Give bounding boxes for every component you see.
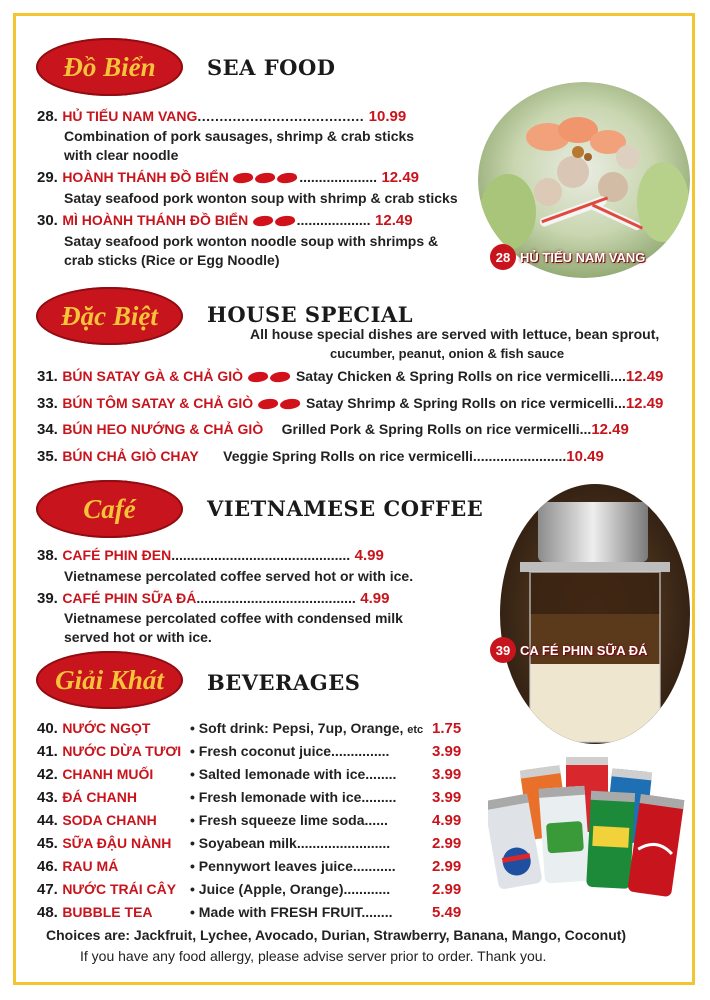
house-special-note: All house special dishes are served with lettuce, bean sprout, bbox=[250, 326, 660, 342]
item-number: 29. bbox=[37, 169, 58, 186]
menu-item-29 bbox=[37, 169, 419, 187]
house-special-badge bbox=[36, 287, 183, 345]
item-number: 46. bbox=[37, 858, 58, 875]
item-description: Combination of pork sausages, shrimp & crab sticks bbox=[64, 128, 415, 144]
leader-dots: ... bbox=[614, 395, 626, 411]
item-price: 1.75 bbox=[432, 720, 462, 737]
item-number: 41. bbox=[37, 743, 58, 760]
item-price: 12.49 bbox=[381, 169, 420, 186]
menu-item-41 bbox=[37, 743, 181, 761]
item-number: 42. bbox=[37, 766, 58, 783]
item-name: RAU MÁ bbox=[62, 858, 119, 874]
leader-dots: ........... bbox=[352, 858, 396, 874]
item-price: 12.49 bbox=[625, 368, 664, 385]
item-price: 2.99 bbox=[432, 881, 462, 898]
item-description-text: • Salted lemonade with ice bbox=[190, 766, 366, 782]
leader-dots: ................... bbox=[296, 212, 371, 228]
item-description-text: • Pennywort leaves juice bbox=[190, 858, 353, 874]
item-description-text: • Soft drink: Pepsi, 7up, Orange, bbox=[190, 720, 404, 736]
leader-dots: ........ bbox=[361, 904, 393, 920]
item-number: 28. bbox=[37, 108, 58, 125]
item-price: 2.99 bbox=[432, 835, 462, 852]
item-description: Satay Shrimp & Spring Rolls on rice vermicelli bbox=[306, 395, 615, 411]
item-description: Satay seafood pork wonton noodle soup with shrimps & bbox=[64, 233, 439, 249]
item-description: crab sticks (Rice or Egg Noodle) bbox=[64, 252, 280, 268]
item-number: 43. bbox=[37, 789, 58, 806]
item-price: 12.49 bbox=[591, 421, 629, 438]
fruit-choices-note: Choices are: Jackfruit, Lychee, Avocado, Durian, Strawberry, Banana, Mango, Coconut) bbox=[46, 927, 627, 943]
item-price: 3.99 bbox=[432, 743, 462, 760]
menu-item-43 bbox=[37, 789, 137, 807]
spicy-icon bbox=[253, 212, 297, 229]
item-description-text: • Fresh lemonade with ice bbox=[190, 789, 362, 805]
spicy-icon bbox=[258, 395, 302, 412]
item-number: 45. bbox=[37, 835, 58, 852]
item-description bbox=[190, 904, 392, 920]
photo-number: 28 bbox=[490, 244, 516, 270]
item-name: BUBBLE TEA bbox=[62, 904, 153, 920]
item-name: NƯỚC DỪA TƯƠI bbox=[62, 743, 182, 759]
item-price: 4.99 bbox=[354, 547, 384, 564]
menu-item-47 bbox=[37, 881, 176, 899]
spicy-icon bbox=[248, 368, 292, 385]
menu-item-42 bbox=[37, 766, 153, 784]
leader-dots: ........ bbox=[365, 766, 397, 782]
seafood-badge bbox=[36, 38, 183, 96]
house-badge-text: Đặc Biệt bbox=[61, 300, 158, 331]
beverages-badge bbox=[36, 651, 183, 709]
leader-dots: .................... bbox=[299, 169, 378, 185]
item-price: 3.99 bbox=[432, 789, 462, 806]
beverages-title: BEVERAGES bbox=[207, 670, 361, 695]
menu-item-34 bbox=[37, 421, 629, 439]
item-name: NƯỚC TRÁI CÂY bbox=[62, 881, 177, 897]
soda-cans-photo bbox=[488, 752, 688, 922]
beverages-badge-text: Giải Khát bbox=[55, 664, 164, 695]
item-price: 12.49 bbox=[375, 212, 413, 229]
item-name: HOÀNH THÁNH ĐỒ BIỂN bbox=[62, 169, 229, 185]
menu-item-40 bbox=[37, 720, 150, 738]
item-description-text: • Juice (Apple, Orange) bbox=[190, 881, 344, 897]
leader-dots: .... bbox=[610, 368, 626, 384]
item-description: Vietnamese percolated coffee served hot or with ice. bbox=[64, 568, 414, 584]
item-number: 39. bbox=[37, 590, 58, 607]
leader-dots: ... bbox=[579, 421, 592, 437]
menu-item-31 bbox=[37, 368, 663, 386]
photo-caption-28 bbox=[490, 244, 645, 270]
item-description: Veggie Spring Rolls on rice vermicelli bbox=[223, 448, 473, 464]
coffee-title: VIETNAMESE COFFEE bbox=[207, 496, 484, 521]
menu-item-38 bbox=[37, 547, 384, 565]
menu-item-48 bbox=[37, 904, 153, 922]
item-name: HỦ TIẾU NAM VANG bbox=[62, 108, 198, 124]
item-number: 44. bbox=[37, 812, 58, 829]
item-description: served hot or with ice. bbox=[64, 629, 212, 645]
item-name: CAFÉ PHIN SỮA ĐÁ bbox=[62, 590, 197, 606]
item-description: Vietnamese percolated coffee with condensed milk bbox=[64, 610, 403, 626]
coffee-photo bbox=[500, 484, 690, 744]
item-price: 10.49 bbox=[566, 448, 604, 465]
allergy-notice: If you have any food allergy, please advise server prior to order. Thank you. bbox=[80, 948, 547, 964]
item-description: Satay Chicken & Spring Rolls on rice vermicelli bbox=[295, 368, 611, 384]
item-number: 33. bbox=[37, 395, 58, 412]
item-name: SODA CHANH bbox=[62, 812, 157, 828]
house-special-title: HOUSE SPECIAL bbox=[207, 302, 413, 327]
item-number: 31. bbox=[37, 368, 58, 385]
seafood-badge-text: Đồ Biển bbox=[63, 51, 156, 82]
house-special-note: cucumber, peanut, onion & fish sauce bbox=[330, 346, 565, 361]
item-description-text: • Fresh squeeze lime soda bbox=[190, 812, 365, 828]
item-number: 35. bbox=[37, 448, 58, 465]
item-name: BÚN TÔM SATAY & CHẢ GIÒ bbox=[62, 395, 254, 411]
leader-dots: .............................................. bbox=[171, 547, 351, 563]
item-price: 12.49 bbox=[625, 395, 664, 412]
item-name: MÌ HOÀNH THÁNH ĐỒ BIỂN bbox=[62, 212, 249, 228]
item-name: BÚN SATAY GÀ & CHẢ GIÒ bbox=[62, 368, 244, 384]
menu-item-28 bbox=[37, 108, 406, 126]
photo-caption-39 bbox=[490, 637, 648, 663]
spicy-icon bbox=[233, 169, 299, 186]
leader-dots: ...... bbox=[364, 812, 388, 828]
item-name: ĐÁ CHANH bbox=[62, 789, 137, 805]
menu-item-35 bbox=[37, 448, 604, 466]
menu-item-30 bbox=[37, 212, 413, 230]
item-number: 30. bbox=[37, 212, 58, 229]
coffee-badge-text: Café bbox=[83, 493, 136, 524]
leader-dots: ............... bbox=[331, 743, 390, 759]
photo-caption: HỦ TIẾU NAM VANG bbox=[520, 249, 646, 265]
coffee-badge bbox=[36, 480, 183, 538]
leader-dots: ......................................... bbox=[196, 590, 356, 606]
item-name: BÚN HEO NƯỚNG & CHẢ GIÒ bbox=[62, 421, 264, 437]
item-number: 40. bbox=[37, 720, 58, 737]
item-name: BÚN CHẢ GIÒ CHAY bbox=[62, 448, 199, 464]
leader-dots: ........................ bbox=[296, 835, 391, 851]
item-description: with clear noodle bbox=[64, 147, 179, 163]
leader-dots: ............ bbox=[343, 881, 391, 897]
item-description bbox=[190, 766, 396, 782]
leader-dots: ......... bbox=[361, 789, 397, 805]
menu-item-39 bbox=[37, 590, 389, 608]
item-price: 5.49 bbox=[432, 904, 462, 921]
menu-item-46 bbox=[37, 858, 118, 876]
item-name: SỮA ĐẬU NÀNH bbox=[62, 835, 172, 851]
item-description: Satay seafood pork wonton soup with shrimp & crab sticks bbox=[64, 190, 458, 206]
item-description bbox=[190, 743, 389, 759]
item-description-text: • Made with FRESH FRUIT bbox=[190, 904, 362, 920]
item-description-extra: etc bbox=[407, 724, 424, 736]
item-name: CAFÉ PHIN ĐEN bbox=[62, 547, 172, 563]
item-description bbox=[190, 812, 388, 828]
item-description bbox=[190, 858, 396, 874]
item-description-text: • Soyabean milk bbox=[190, 835, 297, 851]
seafood-title: SEA FOOD bbox=[207, 55, 336, 80]
item-number: 38. bbox=[37, 547, 58, 564]
menu-item-44 bbox=[37, 812, 157, 830]
leader-dots: ...................................... bbox=[197, 108, 365, 124]
item-name: CHANH MUỐI bbox=[62, 766, 154, 782]
item-price: 3.99 bbox=[432, 766, 462, 783]
item-price: 4.99 bbox=[432, 812, 462, 829]
item-description bbox=[190, 789, 396, 805]
photo-caption: CA FÉ PHIN SỮA ĐÁ bbox=[520, 642, 648, 658]
photo-number: 39 bbox=[490, 637, 516, 663]
item-number: 47. bbox=[37, 881, 58, 898]
item-price: 10.99 bbox=[368, 108, 407, 125]
item-number: 34. bbox=[37, 421, 58, 438]
item-description bbox=[190, 720, 423, 736]
item-description bbox=[190, 881, 390, 897]
item-number: 48. bbox=[37, 904, 58, 921]
item-description: Grilled Pork & Spring Rolls on rice vermicelli bbox=[281, 421, 580, 437]
item-price: 2.99 bbox=[432, 858, 462, 875]
item-description-text: • Fresh coconut juice bbox=[190, 743, 332, 759]
item-name: NƯỚC NGỌT bbox=[62, 720, 151, 736]
menu-item-33 bbox=[37, 395, 663, 413]
menu-item-45 bbox=[37, 835, 171, 853]
leader-dots: ........................ bbox=[472, 448, 567, 464]
item-price: 4.99 bbox=[360, 590, 390, 607]
item-description bbox=[190, 835, 390, 851]
